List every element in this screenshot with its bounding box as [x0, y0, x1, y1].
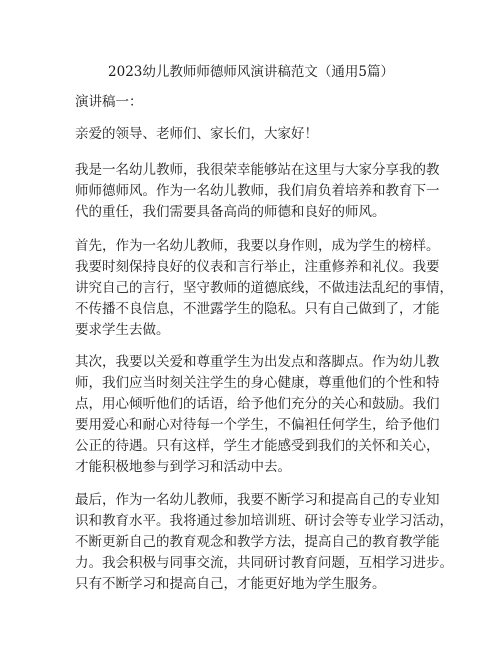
- paragraph-line: 要用爱心和耐心对待每一个学生，不偏袒任何学生，给予他们: [75, 417, 440, 433]
- paragraph-line: 只有不断学习和提高自己，才能更好地为学生服务。: [75, 576, 386, 592]
- document-title: 2023幼儿教师师德师风演讲稿范文（通用5篇）: [108, 64, 394, 80]
- speech-label: [75, 92, 143, 113]
- paragraph-line: 讲究自己的言行，坚守教师的道德底线，不做违法乱纪的事情，: [75, 280, 453, 296]
- greeting: [75, 124, 318, 145]
- paragraph-line: 首先，作为一名幼儿教师，我要以身作则，成为学生的榜样。: [75, 238, 440, 254]
- paragraph-line: 点，用心倾听他们的话语，给予他们充分的关心和鼓励。我们: [75, 396, 440, 412]
- paragraph-line: 不断更新自己的教育观念和教学方法，提高自己的教育教学能: [75, 534, 440, 550]
- paragraph-3: [75, 352, 440, 478]
- paragraph-line: 师师德师风。作为一名幼儿教师，我们肩负着培养和教育下一: [75, 183, 440, 199]
- paragraph-line: 最后，作为一名幼儿教师，我要不断学习和提高自己的专业知: [75, 492, 440, 508]
- paragraph-line: 力。我会积极与同事交流，共同研讨教育问题，互相学习进步。: [75, 555, 453, 571]
- paragraph-line: 师，我们应当时刻关注学生的身心健康，尊重他们的个性和特: [75, 375, 440, 391]
- paragraph-line: 我要时刻保持良好的仪表和言行举止，注重修养和礼仪。我要: [75, 259, 440, 275]
- paragraph-line: 才能积极地参与到学习和活动中去。: [75, 459, 291, 475]
- paragraph-line: 要求学生去做。: [75, 322, 170, 338]
- paragraph-2: [75, 236, 453, 341]
- paragraph-line: 我是一名幼儿教师，我很荣幸能够站在这里与大家分享我的教: [75, 162, 440, 178]
- greeting-text: 亲爱的领导、老师们、家长们，大家好！: [75, 126, 318, 142]
- paragraph-line: 其次，我要以关爱和尊重学生为出发点和落脚点。作为幼儿教: [75, 354, 440, 370]
- paragraph-line: 不传播不良信息，不泄露学生的隐私。只有自己做到了，才能: [75, 301, 440, 317]
- paragraph-4: [75, 490, 453, 595]
- paragraph-1: [75, 160, 440, 223]
- speech-label-text: 演讲稿一：: [75, 94, 143, 110]
- paragraph-line: 公正的待遇。只有这样，学生才能感受到我们的关怀和关心，: [75, 438, 440, 454]
- paragraph-line: 代的重任，我们需要具备高尚的师德和良好的师风。: [75, 204, 386, 220]
- paragraph-line: 识和教育水平。我将通过参加培训班、研讨会等专业学习活动，: [75, 513, 453, 529]
